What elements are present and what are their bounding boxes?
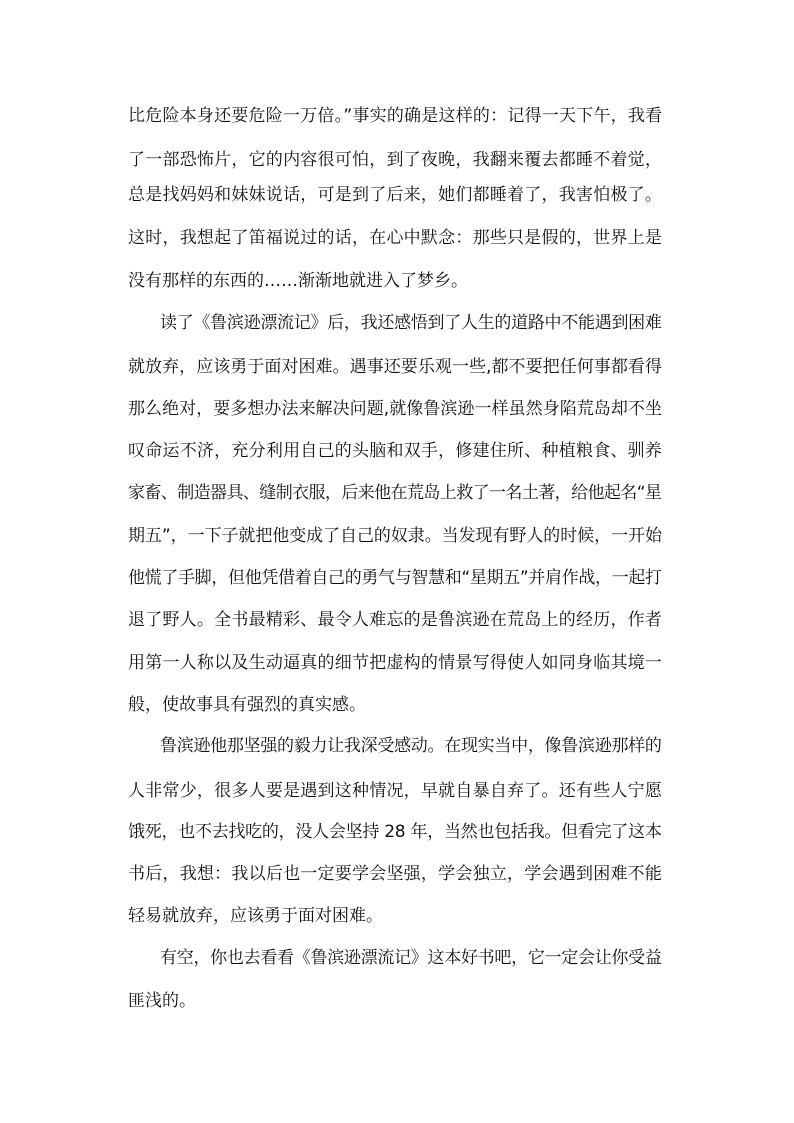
text-line: 没有那样的东西的……渐渐地就进入了梦乡。 xyxy=(128,271,468,291)
text-line: 那么绝对，要多想办法来解决问题,就像鲁滨逊一样虽然身陷荒岛却不坐 xyxy=(128,399,663,419)
text-line: 了一部恐怖片，它的内容很可怕，到了夜晚，我翻来覆去都睡不着觉， xyxy=(128,150,663,170)
text-line: 这时，我想起了笛福说过的话，在心中默念：那些只是假的，世界上是 xyxy=(128,228,663,248)
text-line: 匪浅的。 xyxy=(128,991,196,1011)
text-line: 退了野人。全书最精彩、最令人难忘的是鲁滨逊在荒岛上的经历，作者 xyxy=(128,610,663,630)
text-line: 叹命运不济，充分利用自己的头脑和双手，修建住所、种植粮食、驯养 xyxy=(128,441,663,461)
paragraph-first-line: 读了《鲁滨逊漂流记》后，我还感悟到了人生的道路中不能遇到困难 xyxy=(160,313,662,333)
text-line: 总是找妈妈和妹妹说话，可是到了后来，她们都睡着了，我害怕极了。 xyxy=(128,185,663,205)
text-line: 家畜、制造器具、缝制衣服，后来他在荒岛上救了一名土著，给他起名“星 xyxy=(128,483,662,503)
text-line: 他慌了手脚，但他凭借着自己的勇气与智慧和“星期五”并肩作战，一起打 xyxy=(128,568,662,588)
text-line: 人非常少，很多人要是遇到这种情况，早就自暴自弃了。还有些人宁愿 xyxy=(128,781,663,801)
text-line: 书后，我想：我以后也一定要学会坚强，学会独立，学会遇到困难不能 xyxy=(128,864,663,884)
text-line: 用第一人称以及生动逼真的细节把虚构的情景写得使人如同身临其境一 xyxy=(128,653,663,673)
text-line: 般，使故事具有强烈的真实感。 xyxy=(128,695,366,715)
text-line: 轻易就放弃，应该勇于面对困难。 xyxy=(128,906,383,926)
text-line: 期五”，一下子就把他变成了自己的奴隶。当发现有野人的时候，一开始 xyxy=(128,526,662,546)
paragraph-first-line: 鲁滨逊他那坚强的毅力让我深受感动。在现实当中，像鲁滨逊那样的 xyxy=(160,736,662,756)
text-line: 饿死，也不去找吃的，没人会坚持 28 年，当然也包括我。但看完了这本 xyxy=(128,822,662,842)
text-line: 就放弃，应该勇于面对困难。遇事还要乐观一些,都不要把任何事都看得 xyxy=(128,357,663,377)
paragraph-first-line: 有空，你也去看看《鲁滨逊漂流记》这本好书吧，它一定会让你受益 xyxy=(160,948,662,968)
text-line: 比危险本身还要危险一万倍。”事实的确是这样的：记得一天下午，我看 xyxy=(128,106,663,126)
